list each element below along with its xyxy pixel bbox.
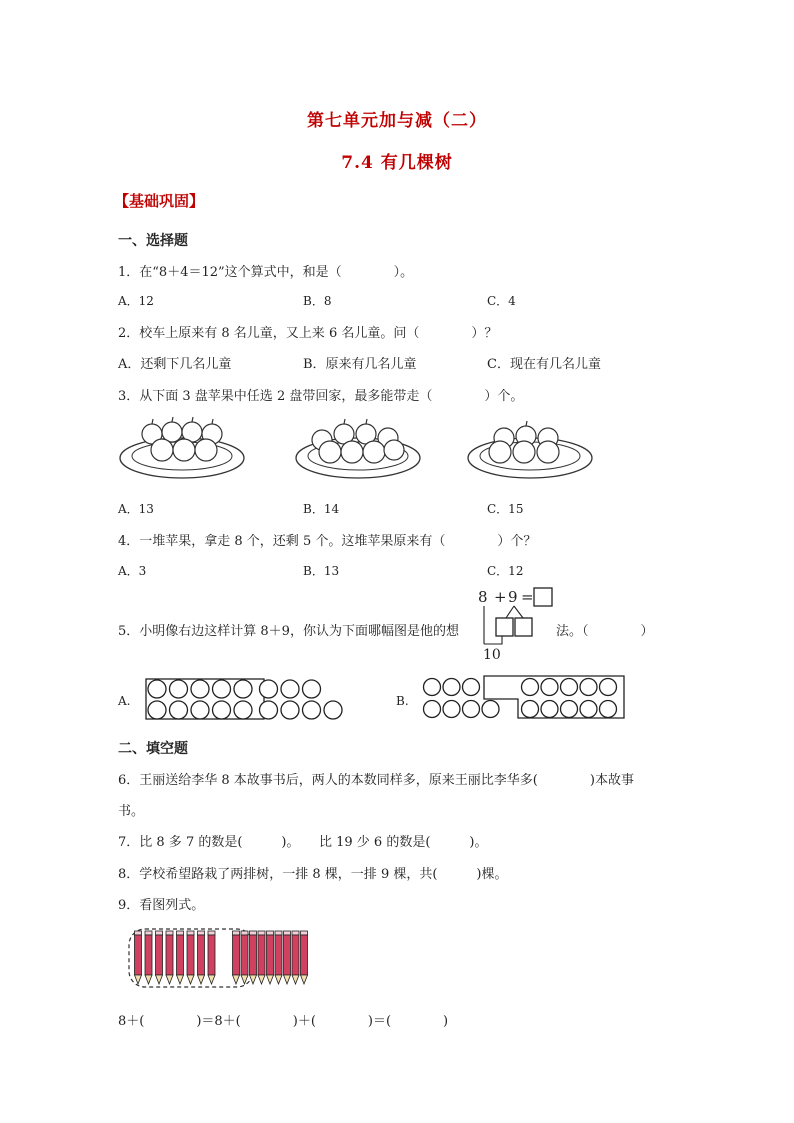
pencil: [187, 931, 194, 984]
circle: [170, 680, 188, 698]
apple-plate-1: [118, 412, 246, 482]
pencil: [145, 931, 152, 984]
circle: [213, 680, 231, 698]
circle: [541, 679, 558, 696]
section-label: 【基础巩固】: [114, 192, 205, 210]
q5-stem-left: 5．小明像右边这样计算 8＋9，你认为下面哪幅图是他的想: [118, 624, 459, 639]
q2-option-b[interactable]: B．原来有几名儿童: [303, 357, 417, 372]
circle: [561, 701, 578, 718]
apple-plate-3: [466, 412, 594, 482]
q4-stem: 4．一堆苹果，拿走 8 个，还剩 5 个。这堆苹果原来有（ ）个？: [118, 534, 537, 549]
q9-pencils-figure: [126, 926, 306, 992]
unit-title: 第七单元加与减（二）: [307, 111, 487, 131]
q3-stem: 3．从下面 3 盘苹果中任选 2 盘带回家，最多能带走（ ）个。: [118, 389, 524, 404]
pencil: [301, 931, 308, 984]
circle: [260, 701, 278, 719]
pencil: [284, 931, 291, 984]
q7: 7．比 8 多 7 的数是( )。 比 19 少 6 的数是( )。: [118, 835, 488, 850]
q1-option-c[interactable]: C．4: [487, 294, 516, 308]
q6-line2: 书。: [118, 804, 145, 819]
circle: [522, 679, 539, 696]
circle: [443, 679, 460, 696]
pencil: [135, 931, 142, 984]
circle: [424, 701, 441, 718]
q8: 8．学校希望路栽了两排树，一排 8 棵，一排 9 棵，共( )棵。: [118, 867, 508, 882]
circle: [600, 701, 617, 718]
circle: [424, 679, 441, 696]
q1-option-a[interactable]: A．12: [118, 294, 154, 308]
circle: [522, 701, 539, 718]
q9: 9．看图列式。: [118, 898, 205, 913]
circle: [600, 679, 617, 696]
q6-line1: 6．王丽送给李华 8 本故事书后，两人的本数同样多，原来王丽比李华多( )本故事: [118, 773, 634, 788]
q5-option-a-circles: [144, 676, 354, 722]
q1-option-b[interactable]: B．8: [303, 294, 332, 308]
circle: [303, 701, 321, 719]
circle: [580, 701, 597, 718]
pencil: [250, 931, 257, 984]
pencil: [258, 931, 265, 984]
circle: [303, 680, 321, 698]
q5-decomposition-lines: [470, 584, 560, 654]
circle: [281, 680, 299, 698]
q4-option-a[interactable]: A．3: [118, 564, 147, 578]
q5-option-b[interactable]: B.: [396, 694, 409, 708]
pencil: [166, 931, 173, 984]
q4-option-b[interactable]: B．13: [303, 564, 340, 578]
q5-diagram-n1: 8: [478, 588, 488, 606]
part2-heading: 二、填空题: [118, 741, 188, 757]
q3-option-c[interactable]: C．15: [487, 502, 524, 516]
apple-plate-2: [294, 412, 422, 482]
circle: [148, 701, 166, 719]
circle: [234, 701, 252, 719]
pencil: [267, 931, 274, 984]
q3-option-a[interactable]: A．13: [118, 502, 154, 516]
circle: [463, 679, 480, 696]
circle: [234, 680, 252, 698]
pencil: [292, 931, 299, 984]
circle: [561, 679, 578, 696]
circle: [281, 701, 299, 719]
q3-option-b[interactable]: B．14: [303, 502, 340, 516]
q5-option-b-circles: [422, 674, 632, 722]
circle: [463, 701, 480, 718]
circle: [170, 701, 188, 719]
pencil: [156, 931, 163, 984]
q9-formula: 8＋( )＝8＋( )＋( )＝( ): [118, 1014, 449, 1029]
q5-diagram-eq: =: [521, 588, 534, 606]
circle: [191, 680, 209, 698]
circle: [580, 679, 597, 696]
q5-diagram-n2: 9: [508, 588, 518, 606]
part1-heading: 一、选择题: [118, 233, 188, 249]
circle: [324, 701, 342, 719]
circle: [443, 701, 460, 718]
q4-option-c[interactable]: C．12: [487, 564, 524, 578]
q5-stem-right: 法。（ ）: [556, 624, 654, 639]
pencil: [241, 931, 248, 984]
circle: [260, 680, 278, 698]
q2-option-c[interactable]: C．现在有几名儿童: [487, 357, 601, 372]
circle: [213, 701, 231, 719]
circle: [541, 701, 558, 718]
lesson-title: 7.4 有几棵树: [341, 153, 453, 173]
pencil: [208, 931, 215, 984]
q5-option-a[interactable]: A.: [118, 694, 131, 708]
q5-diagram-ten: 10: [483, 647, 501, 663]
circle: [148, 680, 166, 698]
q2-stem: 2．校车上原来有 8 名儿童，又上来 6 名儿童。问（ ）？: [118, 326, 498, 341]
q1-stem: 1．在“8＋4＝12”这个算式中，和是（ ）。: [118, 265, 414, 280]
circle: [191, 701, 209, 719]
pencil: [275, 931, 282, 984]
pencil: [198, 931, 205, 984]
q5-diagram-plus: +: [494, 588, 507, 606]
pencil: [177, 931, 184, 984]
q2-option-a[interactable]: A．还剩下几名儿童: [118, 357, 232, 372]
circle: [482, 701, 499, 718]
pencil: [233, 931, 240, 984]
